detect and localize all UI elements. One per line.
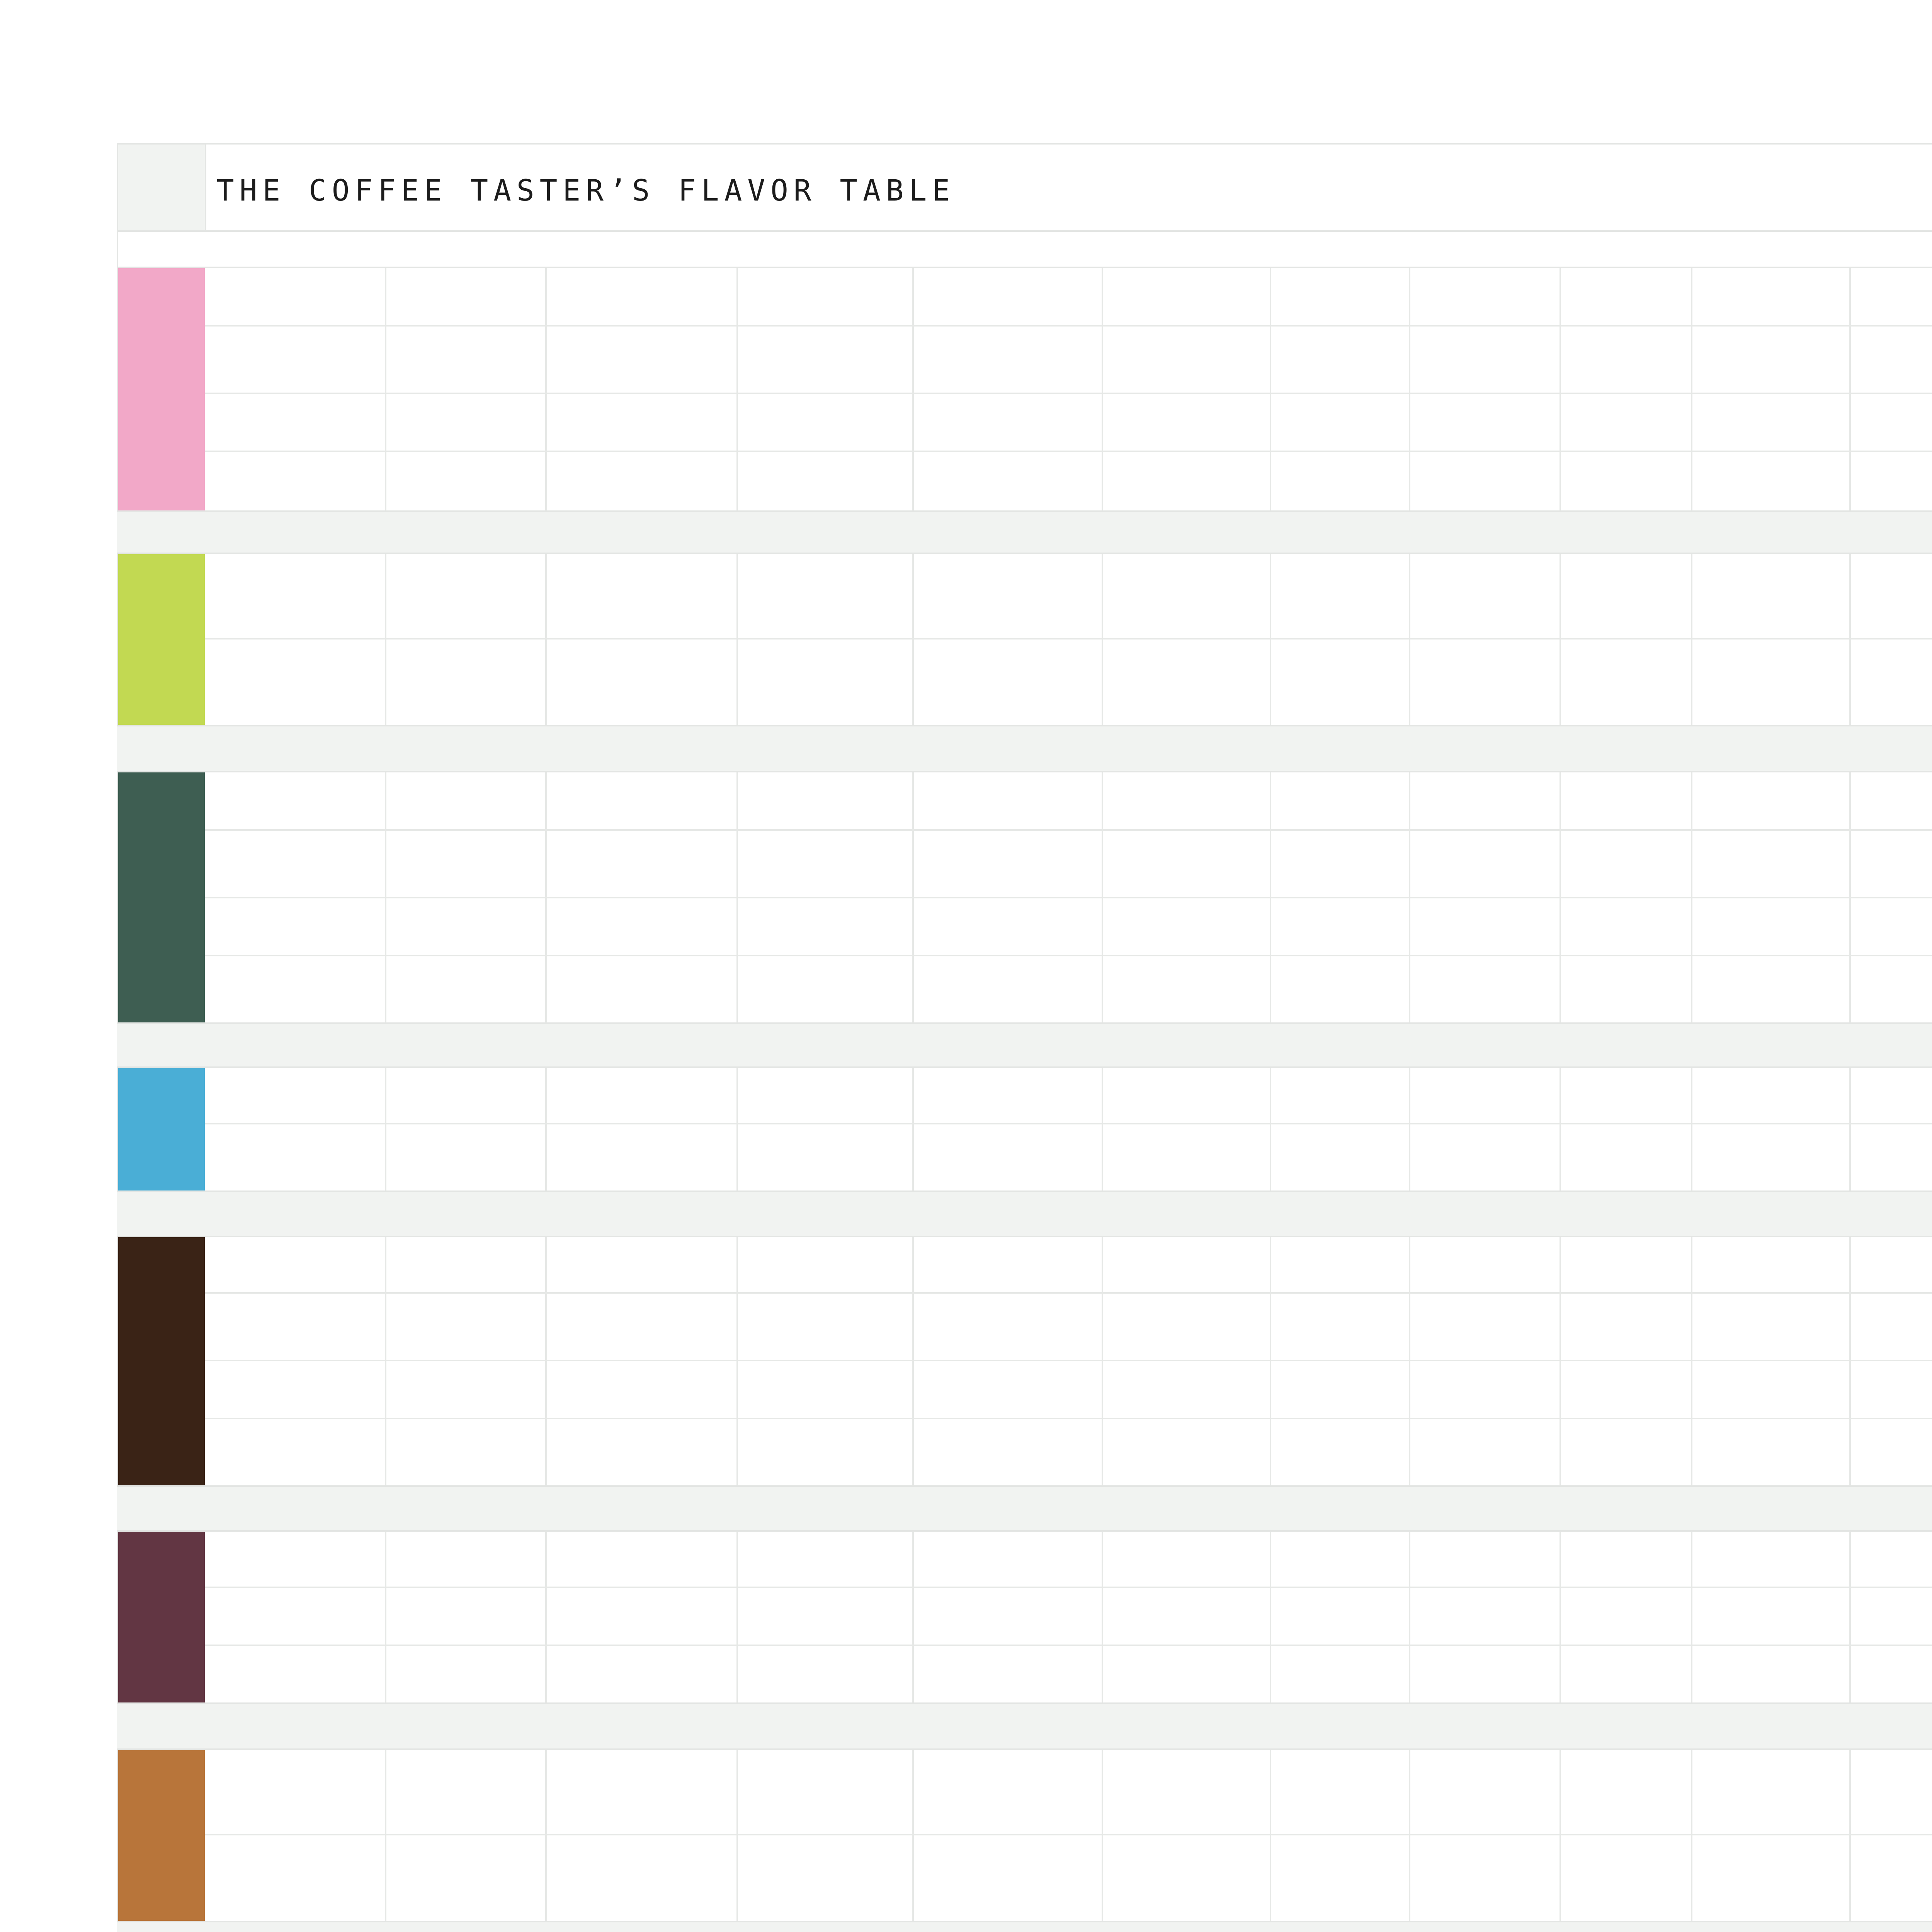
flavor-cell xyxy=(1692,1588,1851,1646)
category-band-6 xyxy=(117,1748,205,1922)
flavor-cell xyxy=(547,267,738,327)
flavor-cell xyxy=(1692,1361,1851,1419)
flavor-cell xyxy=(1692,1835,1851,1922)
flavor-cell xyxy=(1271,639,1410,726)
flavor-cell xyxy=(738,267,914,327)
flavor-cell xyxy=(914,898,1103,956)
flavor-cell xyxy=(1410,452,1561,512)
subcategory-cell xyxy=(205,1646,386,1704)
flavor-cell xyxy=(914,267,1103,327)
flavor-cell xyxy=(1410,831,1561,898)
flavor-cell xyxy=(1410,1236,1561,1294)
flavor-cell xyxy=(1561,1588,1692,1646)
flavor-cell xyxy=(547,1066,738,1124)
subcategory-cell xyxy=(205,327,386,394)
flavor-cell xyxy=(1692,639,1851,726)
subcategory-cell xyxy=(205,639,386,726)
flavor-cell xyxy=(738,452,914,512)
flavor-cell xyxy=(1692,394,1851,452)
flavor-cell xyxy=(1851,1361,1932,1419)
flavor-cell xyxy=(1103,452,1271,512)
flavor-cell xyxy=(1103,1124,1271,1192)
flavor-cell xyxy=(1561,1361,1692,1419)
flavor-cell xyxy=(386,1419,547,1487)
flavor-cell xyxy=(1692,771,1851,831)
flavor-cell xyxy=(1103,831,1271,898)
title-shade xyxy=(118,145,205,230)
flavor-cell xyxy=(386,956,547,1024)
flavor-cell xyxy=(1851,1419,1932,1487)
flavor-cell xyxy=(1692,956,1851,1024)
flavor-cell xyxy=(1410,956,1561,1024)
flavor-cell xyxy=(1410,267,1561,327)
flavor-cell xyxy=(914,1124,1103,1192)
flavor-cell xyxy=(386,1294,547,1361)
flavor-cell xyxy=(386,267,547,327)
flavor-cell xyxy=(1561,771,1692,831)
section-gap xyxy=(117,1024,1932,1066)
flavor-cell xyxy=(1410,327,1561,394)
flavor-cell xyxy=(1271,831,1410,898)
flavor-cell xyxy=(547,956,738,1024)
flavor-cell xyxy=(1851,553,1932,639)
flavor-cell xyxy=(547,639,738,726)
flavor-cell xyxy=(1410,1124,1561,1192)
flavor-cell xyxy=(1410,1419,1561,1487)
flavor-cell xyxy=(1561,1294,1692,1361)
flavor-cell xyxy=(1851,452,1932,512)
flavor-cell xyxy=(1692,1646,1851,1704)
subcategory-cell xyxy=(205,1588,386,1646)
flavor-cell xyxy=(738,394,914,452)
flavor-cell xyxy=(1561,1646,1692,1704)
flavor-cell xyxy=(547,1835,738,1922)
flavor-cell xyxy=(914,1530,1103,1588)
flavor-cell xyxy=(1103,1835,1271,1922)
flavor-cell xyxy=(547,1236,738,1294)
flavor-cell xyxy=(386,1066,547,1124)
flavor-cell xyxy=(1692,1236,1851,1294)
subcategory-cell xyxy=(205,553,386,639)
flavor-cell xyxy=(547,394,738,452)
flavor-cell xyxy=(914,1646,1103,1704)
flavor-cell xyxy=(738,1124,914,1192)
flavor-cell xyxy=(1103,956,1271,1024)
flavor-cell xyxy=(1561,267,1692,327)
flavor-cell xyxy=(1271,327,1410,394)
flavor-cell xyxy=(547,327,738,394)
flavor-cell xyxy=(547,553,738,639)
flavor-cell xyxy=(1851,327,1932,394)
category-band-0 xyxy=(117,267,205,512)
flavor-cell xyxy=(386,1361,547,1419)
flavor-cell xyxy=(1851,1066,1932,1124)
flavor-cell xyxy=(738,956,914,1024)
flavor-cell xyxy=(738,327,914,394)
flavor-cell xyxy=(1271,1236,1410,1294)
flavor-cell xyxy=(547,1748,738,1835)
flavor-cell xyxy=(1692,327,1851,394)
flavor-cell xyxy=(1692,1748,1851,1835)
flavor-cell xyxy=(1851,1646,1932,1704)
flavor-cell xyxy=(738,831,914,898)
flavor-cell xyxy=(914,1748,1103,1835)
flavor-cell xyxy=(1410,1530,1561,1588)
flavor-cell xyxy=(1410,553,1561,639)
section-gap xyxy=(117,1487,1932,1530)
flavor-cell xyxy=(1103,1588,1271,1646)
flavor-cell xyxy=(1561,1748,1692,1835)
flavor-cell xyxy=(1410,394,1561,452)
title-divider xyxy=(205,145,206,230)
flavor-cell xyxy=(1103,1236,1271,1294)
flavor-cell xyxy=(547,1124,738,1192)
flavor-cell xyxy=(386,1748,547,1835)
flavor-cell xyxy=(1271,1066,1410,1124)
flavor-cell xyxy=(1271,1748,1410,1835)
flavor-cell xyxy=(1692,267,1851,327)
flavor-cell xyxy=(1103,553,1271,639)
subcategory-cell xyxy=(205,956,386,1024)
section-gap xyxy=(117,726,1932,771)
flavor-cell xyxy=(914,1361,1103,1419)
flavor-cell xyxy=(1271,1588,1410,1646)
flavor-cell xyxy=(386,1646,547,1704)
flavor-cell xyxy=(1851,831,1932,898)
subcategory-cell xyxy=(205,1835,386,1922)
section-gap xyxy=(117,512,1932,553)
subcategory-cell xyxy=(205,1236,386,1294)
flavor-cell xyxy=(1561,1835,1692,1922)
flavor-cell xyxy=(738,1361,914,1419)
category-band-5 xyxy=(117,1530,205,1704)
flavor-cell xyxy=(1103,1646,1271,1704)
flavor-cell xyxy=(1692,553,1851,639)
flavor-cell xyxy=(1271,394,1410,452)
flavor-cell xyxy=(1561,1530,1692,1588)
flavor-cell xyxy=(1692,1419,1851,1487)
flavor-cell xyxy=(914,553,1103,639)
category-band-4 xyxy=(117,1236,205,1487)
flavor-cell xyxy=(1561,327,1692,394)
subcategory-cell xyxy=(205,1124,386,1192)
title-gap xyxy=(117,232,1932,267)
flavor-cell xyxy=(914,1066,1103,1124)
flavor-cell xyxy=(1561,639,1692,726)
section-gap xyxy=(117,1192,1932,1236)
flavor-cell xyxy=(738,1236,914,1294)
flavor-cell xyxy=(1692,898,1851,956)
flavor-cell xyxy=(547,831,738,898)
flavor-cell xyxy=(1103,394,1271,452)
flavor-cell xyxy=(1410,1646,1561,1704)
subcategory-cell xyxy=(205,1748,386,1835)
flavor-cell xyxy=(1271,553,1410,639)
flavor-cell xyxy=(1410,1588,1561,1646)
flavor-cell xyxy=(1410,1294,1561,1361)
flavor-cell xyxy=(1851,394,1932,452)
flavor-cell xyxy=(386,553,547,639)
flavor-cell xyxy=(738,1294,914,1361)
flavor-cell xyxy=(547,452,738,512)
flavor-cell xyxy=(386,452,547,512)
flavor-cell xyxy=(547,1646,738,1704)
subcategory-cell xyxy=(205,452,386,512)
flavor-cell xyxy=(914,394,1103,452)
flavor-cell xyxy=(914,771,1103,831)
subcategory-cell xyxy=(205,1361,386,1419)
flavor-cell xyxy=(1103,267,1271,327)
flavor-cell xyxy=(914,1294,1103,1361)
flavor-cell xyxy=(1851,956,1932,1024)
flavor-cell xyxy=(386,1236,547,1294)
flavor-cell xyxy=(1410,1066,1561,1124)
flavor-cell xyxy=(738,639,914,726)
flavor-cell xyxy=(547,898,738,956)
flavor-cell xyxy=(1692,1294,1851,1361)
flavor-cell xyxy=(386,831,547,898)
flavor-cell xyxy=(1561,956,1692,1024)
flavor-cell xyxy=(1271,1835,1410,1922)
flavor-cell xyxy=(1851,1236,1932,1294)
flavor-cell xyxy=(738,1588,914,1646)
flavor-cell xyxy=(738,553,914,639)
flavor-cell xyxy=(1692,452,1851,512)
flavor-cell xyxy=(1561,831,1692,898)
section-gap xyxy=(117,1704,1932,1748)
flavor-cell xyxy=(738,771,914,831)
subcategory-cell xyxy=(205,771,386,831)
flavor-cell xyxy=(1103,1748,1271,1835)
flavor-cell xyxy=(1561,553,1692,639)
flavor-cell xyxy=(1103,639,1271,726)
flavor-cell xyxy=(1561,1124,1692,1192)
flavor-cell xyxy=(1103,1294,1271,1361)
flavor-cell xyxy=(386,1124,547,1192)
flavor-cell xyxy=(1561,1066,1692,1124)
subcategory-cell xyxy=(205,1066,386,1124)
flavor-cell xyxy=(386,898,547,956)
flavor-cell xyxy=(1271,1419,1410,1487)
flavor-cell xyxy=(1851,1835,1932,1922)
flavor-cell xyxy=(1851,1124,1932,1192)
subcategory-cell xyxy=(205,267,386,327)
flavor-cell xyxy=(1271,771,1410,831)
flavor-cell xyxy=(1561,1236,1692,1294)
flavor-cell xyxy=(914,831,1103,898)
flavor-cell xyxy=(1103,771,1271,831)
category-band-3 xyxy=(117,1066,205,1192)
flavor-cell xyxy=(914,452,1103,512)
flavor-cell xyxy=(1561,452,1692,512)
flavor-cell xyxy=(914,1835,1103,1922)
flavor-cell xyxy=(1271,898,1410,956)
flavor-cell xyxy=(1103,898,1271,956)
category-band-1 xyxy=(117,553,205,726)
flavor-cell xyxy=(1271,1646,1410,1704)
flavor-cell xyxy=(1851,1530,1932,1588)
flavor-cell xyxy=(386,1530,547,1588)
flavor-cell xyxy=(914,1588,1103,1646)
flavor-cell xyxy=(1561,1419,1692,1487)
flavor-cell xyxy=(386,327,547,394)
flavor-cell xyxy=(738,1530,914,1588)
flavor-cell xyxy=(1410,898,1561,956)
flavor-cell xyxy=(547,771,738,831)
flavor-cell xyxy=(386,1835,547,1922)
flavor-cell xyxy=(386,771,547,831)
flavor-cell xyxy=(1103,1361,1271,1419)
flavor-cell xyxy=(386,394,547,452)
flavor-cell xyxy=(1851,898,1932,956)
flavor-cell xyxy=(1410,1748,1561,1835)
subcategory-cell xyxy=(205,1419,386,1487)
flavor-cell xyxy=(914,1419,1103,1487)
flavor-cell xyxy=(1692,1124,1851,1192)
flavor-cell xyxy=(914,327,1103,394)
flavor-cell xyxy=(1103,1066,1271,1124)
flavor-cell xyxy=(547,1530,738,1588)
subcategory-cell xyxy=(205,831,386,898)
flavor-cell xyxy=(547,1419,738,1487)
flavor-cell xyxy=(1103,1530,1271,1588)
section-gap xyxy=(117,1922,1932,1932)
subcategory-cell xyxy=(205,1294,386,1361)
flavor-cell xyxy=(1271,452,1410,512)
flavor-cell xyxy=(1851,1588,1932,1646)
flavor-cell xyxy=(914,956,1103,1024)
flavor-cell xyxy=(738,1748,914,1835)
flavor-cell xyxy=(1271,956,1410,1024)
flavor-cell xyxy=(547,1361,738,1419)
flavor-cell xyxy=(738,1066,914,1124)
flavor-cell xyxy=(1851,1748,1932,1835)
subcategory-cell xyxy=(205,898,386,956)
flavor-cell xyxy=(1561,898,1692,956)
flavor-cell xyxy=(1271,1361,1410,1419)
flavor-cell xyxy=(914,639,1103,726)
subcategory-cell xyxy=(205,1530,386,1588)
flavor-cell xyxy=(738,898,914,956)
flavor-cell xyxy=(1410,771,1561,831)
flavor-cell xyxy=(386,1588,547,1646)
flavor-cell xyxy=(1271,267,1410,327)
flavor-cell xyxy=(1271,1530,1410,1588)
flavor-cell xyxy=(1851,1294,1932,1361)
subcategory-cell xyxy=(205,394,386,452)
flavor-cell xyxy=(1851,267,1932,327)
flavor-cell xyxy=(1410,1361,1561,1419)
flavor-cell xyxy=(1410,639,1561,726)
flavor-cell xyxy=(1271,1124,1410,1192)
flavor-cell xyxy=(1561,394,1692,452)
flavor-cell xyxy=(1692,1066,1851,1124)
flavor-cell xyxy=(738,1419,914,1487)
flavor-cell xyxy=(914,1236,1103,1294)
flavor-cell xyxy=(738,1835,914,1922)
flavor-cell xyxy=(547,1588,738,1646)
flavor-cell xyxy=(386,639,547,726)
flavor-cell xyxy=(547,1294,738,1361)
flavor-cell xyxy=(738,1646,914,1704)
flavor-cell xyxy=(1410,1835,1561,1922)
category-band-2 xyxy=(117,771,205,1024)
flavor-cell xyxy=(1103,327,1271,394)
flavor-cell xyxy=(1692,831,1851,898)
flavor-cell xyxy=(1692,1530,1851,1588)
flavor-cell xyxy=(1103,1419,1271,1487)
flavor-cell xyxy=(1851,639,1932,726)
flavor-cell xyxy=(1851,771,1932,831)
page-title: THE COFFEE TASTER’S FLAVOR TABLE xyxy=(216,173,956,207)
flavor-cell xyxy=(1271,1294,1410,1361)
